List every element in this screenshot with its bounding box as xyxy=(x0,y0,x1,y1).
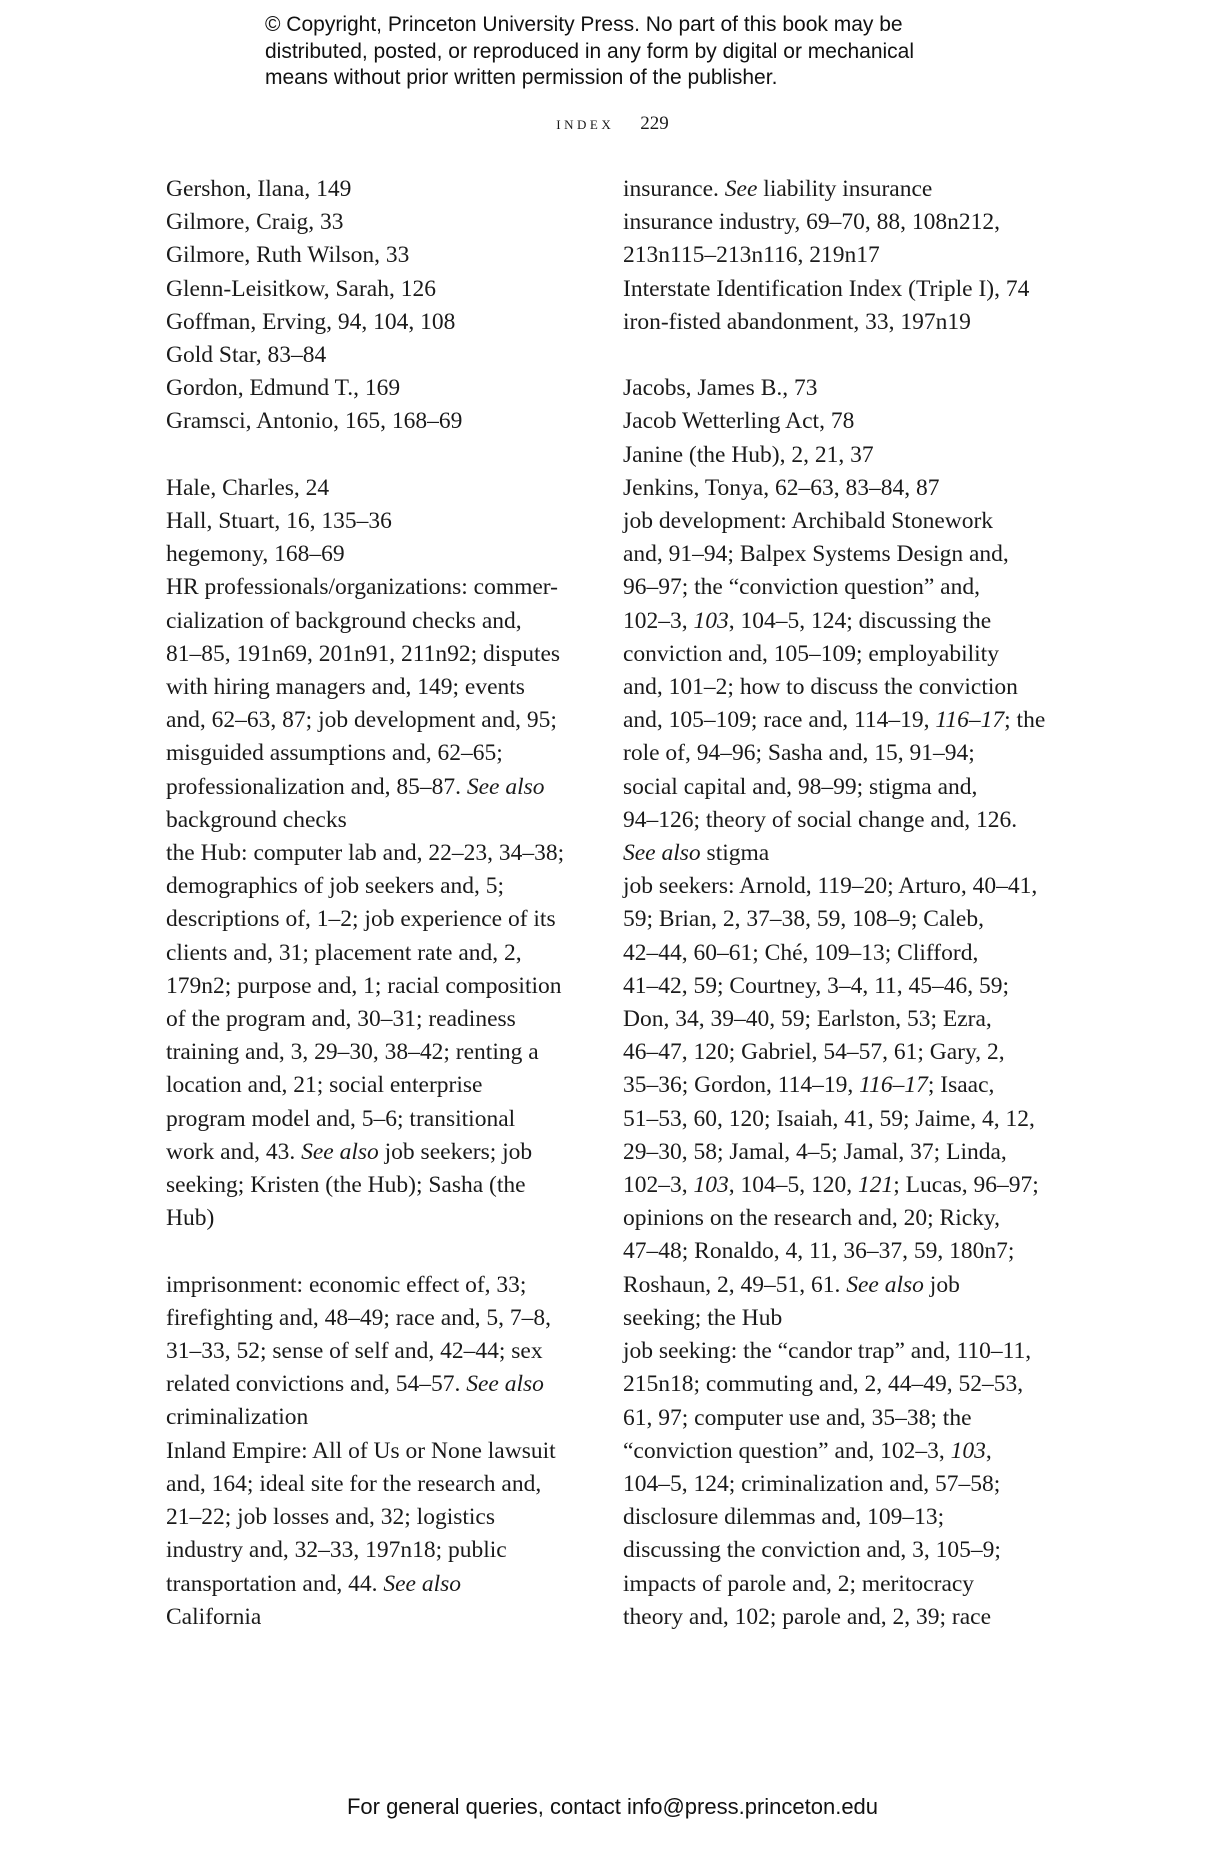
index-entry-line xyxy=(166,704,586,737)
page-number: 229 xyxy=(640,113,669,134)
index-entry-line xyxy=(623,1235,1043,1268)
index-entry-line xyxy=(166,1534,586,1567)
index-entry-line xyxy=(166,1269,586,1302)
index-entry-line xyxy=(166,1401,586,1434)
index-text: job seekers; job xyxy=(378,1138,533,1165)
index-entry xyxy=(166,273,586,306)
index-entry-line xyxy=(623,1501,1043,1534)
index-cross-reference: 103 xyxy=(693,607,729,634)
index-entry-line xyxy=(623,1136,1043,1169)
index-entry-line xyxy=(166,1202,586,1235)
index-text: Janine (the Hub), 2, 21, 37 xyxy=(623,441,874,468)
index-entry-line xyxy=(166,1103,586,1136)
index-entry xyxy=(623,173,1043,206)
index-entry-line xyxy=(623,472,1043,505)
index-entry-line xyxy=(623,1534,1043,1567)
index-cross-reference: 116–17 xyxy=(859,1072,928,1099)
index-cross-reference: 121 xyxy=(858,1172,894,1199)
index-entry-line xyxy=(623,306,1043,339)
index-entry xyxy=(166,505,586,538)
index-entry-line xyxy=(623,538,1043,571)
index-text: Gordon, Edmund T., 169 xyxy=(166,375,401,402)
index-entry xyxy=(166,1269,586,1435)
index-entry-line xyxy=(166,1069,586,1102)
index-entry-line xyxy=(623,571,1043,604)
index-text: 29–30, 58; Jamal, 4–5; Jamal, 37; Linda, xyxy=(623,1138,1007,1165)
index-text: and, 164; ideal site for the research and, xyxy=(166,1470,542,1497)
index-entry-line xyxy=(166,1302,586,1335)
index-text: with hiring managers and, 149; events xyxy=(166,674,525,701)
index-entry-line xyxy=(623,1302,1043,1335)
index-text: insurance. xyxy=(623,176,725,202)
index-entry-line xyxy=(623,1568,1043,1601)
index-cross-reference: See also xyxy=(466,1371,544,1398)
index-text: , xyxy=(985,1437,992,1464)
index-text: Hall, Stuart, 16, 135–36 xyxy=(166,508,392,535)
index-entry-line xyxy=(166,571,586,604)
index-entry-line xyxy=(166,737,586,770)
index-text: insurance industry, 69–70, 88, 108n212, xyxy=(623,209,1001,236)
index-text: firefighting and, 48–49; race and, 5, 7–8, xyxy=(166,1304,552,1331)
index-text: and, 105–109; race and, 114–19, xyxy=(623,707,936,734)
index-entry xyxy=(623,405,1043,438)
index-entry-line xyxy=(166,273,586,306)
index-entry xyxy=(623,439,1043,472)
index-text: training and, 3, 29–30, 38–42; renting a xyxy=(166,1039,539,1066)
index-entry-line xyxy=(623,804,1043,837)
index-entry-line xyxy=(623,771,1043,804)
index-entry xyxy=(623,306,1043,339)
index-entry-line xyxy=(166,1169,586,1202)
copyright-line-2: distributed, posted, or reproduced in any form by digital or mechanical xyxy=(265,39,915,63)
index-entry-line xyxy=(166,339,586,372)
index-entry-line xyxy=(166,1136,586,1169)
index-entry-line xyxy=(166,1468,586,1501)
index-entry xyxy=(166,372,586,405)
index-entry-line xyxy=(623,737,1043,770)
index-text: Don, 34, 39–40, 59; Earlston, 53; Ezra, xyxy=(623,1006,992,1033)
index-text: job seekers: Arnold, 119–20; Arturo, 40–41, xyxy=(623,873,1038,900)
index-text: seeking; Kristen (the Hub); Sasha (the xyxy=(166,1172,526,1199)
index-text: theory and, 102; parole and, 2, 39; race xyxy=(623,1603,992,1630)
index-entry-line xyxy=(166,1501,586,1534)
index-entry xyxy=(166,571,586,837)
index-entry xyxy=(166,339,586,372)
index-entry-line xyxy=(166,372,586,405)
index-entry-line xyxy=(623,937,1043,970)
index-text: 96–97; the “conviction question” and, xyxy=(623,574,980,601)
index-entry-line xyxy=(623,671,1043,704)
index-entry-line xyxy=(623,372,1043,405)
copyright-notice xyxy=(265,12,1025,92)
index-entry-line xyxy=(166,1568,586,1601)
index-entry-line xyxy=(166,937,586,970)
index-text: , 104–5, 124; discussing the xyxy=(728,607,992,634)
index-text: transportation and, 44. xyxy=(166,1570,384,1597)
index-entry-line xyxy=(623,903,1043,936)
index-text: program model and, 5–6; transitional xyxy=(166,1105,516,1132)
index-entry-line xyxy=(623,239,1043,272)
index-entry-line xyxy=(166,837,586,870)
index-entry xyxy=(166,239,586,272)
index-column-right xyxy=(623,173,1046,1634)
index-text: Jacobs, James B., 73 xyxy=(623,375,818,402)
index-entry xyxy=(166,206,586,239)
index-entry xyxy=(623,206,1043,272)
index-entry xyxy=(623,472,1043,505)
index-entry-line xyxy=(623,1202,1043,1235)
index-text: 215n18; commuting and, 2, 44–49, 52–53, xyxy=(623,1371,1024,1398)
index-entry-line xyxy=(623,870,1043,903)
running-head xyxy=(0,113,1225,135)
index-entry xyxy=(166,306,586,339)
index-entry xyxy=(623,372,1043,405)
index-entry-line xyxy=(623,1601,1043,1634)
index-entry-line xyxy=(166,239,586,272)
index-text: stigma xyxy=(700,840,770,867)
index-text: 81–85, 191n69, 201n91, 211n92; disputes xyxy=(166,640,561,667)
copyright-line-3: means without prior written permission of the publisher. xyxy=(265,66,778,89)
index-entry-line xyxy=(166,804,586,837)
copyright-line-1: © Copyright, Princeton University Press. No part of this book may be xyxy=(265,13,903,36)
index-text: Roshaun, 2, 49–51, 61. xyxy=(623,1271,847,1298)
index-entry-line xyxy=(166,306,586,339)
index-text: Hale, Charles, 24 xyxy=(166,474,330,501)
index-text: ; Lucas, 96–97; xyxy=(893,1172,1039,1199)
index-text: 94–126; theory of social change and, 126. xyxy=(623,806,1018,833)
index-text: 102–3, xyxy=(623,607,694,634)
index-entry-line xyxy=(623,1468,1043,1501)
index-text: liability insurance xyxy=(757,176,933,202)
index-text: Interstate Identification Index (Triple I), 74 xyxy=(623,275,1030,302)
index-text: location and, 21; social enterprise xyxy=(166,1072,483,1099)
index-text: Goffman, Erving, 94, 104, 108 xyxy=(166,308,456,335)
index-text: demographics of job seekers and, 5; xyxy=(166,873,505,900)
index-text: and, 101–2; how to discuss the conviction xyxy=(623,674,1018,701)
index-text: hegemony, 168–69 xyxy=(166,541,345,568)
index-text: 213n115–213n116, 219n17 xyxy=(623,242,880,269)
index-text: conviction and, 105–109; employability xyxy=(623,640,999,667)
index-entry-line xyxy=(623,1368,1043,1401)
index-text: California xyxy=(166,1603,262,1630)
index-entry-line xyxy=(623,1069,1043,1102)
index-entry-line xyxy=(166,870,586,903)
letter-group-gap xyxy=(623,339,1043,372)
index-text: Jenkins, Tonya, 62–63, 83–84, 87 xyxy=(623,474,940,501)
index-entry-line xyxy=(166,1003,586,1036)
index-entry-line xyxy=(623,704,1046,737)
index-text: background checks xyxy=(166,806,347,833)
index-entry-line xyxy=(166,206,586,239)
index-text: 179n2; purpose and, 1; racial composition xyxy=(166,972,562,999)
index-cross-reference: 103 xyxy=(950,1437,986,1464)
index-entry-line xyxy=(166,173,586,206)
index-entry-line xyxy=(166,671,586,704)
index-entry-line xyxy=(623,1036,1043,1069)
index-text: 47–48; Ronaldo, 4, 11, 36–37, 59, 180n7; xyxy=(623,1238,1015,1265)
index-entry-line xyxy=(623,1103,1043,1136)
index-cross-reference: See also xyxy=(466,773,545,800)
index-text: imprisonment: economic effect of, 33; xyxy=(166,1271,527,1298)
index-entry xyxy=(166,538,586,571)
index-entry-line xyxy=(623,206,1043,239)
index-entry-line xyxy=(166,1368,586,1401)
footer-contact: For general queries, contact info@press.princeton.edu xyxy=(346,1794,879,1819)
index-entry-line xyxy=(623,405,1043,438)
index-text: Hub) xyxy=(166,1205,215,1232)
index-text: industry and, 32–33, 197n18; public xyxy=(166,1537,507,1564)
index-text: criminalization xyxy=(166,1404,309,1431)
index-entry-line xyxy=(623,1402,1043,1435)
index-entry-line xyxy=(623,173,1043,206)
index-entry-line xyxy=(166,638,586,671)
index-entry-line xyxy=(623,1003,1043,1036)
index-text: 59; Brian, 2, 37–38, 59, 108–9; Caleb, xyxy=(623,906,984,933)
index-text: discussing the conviction and, 3, 105–9; xyxy=(623,1537,1001,1564)
index-entry xyxy=(623,505,1046,870)
index-entry-line xyxy=(166,605,586,638)
running-head-label: index xyxy=(556,113,615,134)
index-text: cialization of background checks and, xyxy=(166,607,522,634)
index-text: misguided assumptions and, 62–65; xyxy=(166,740,503,767)
index-text: seeking; the Hub xyxy=(623,1304,783,1331)
index-text: of the program and, 30–31; readiness xyxy=(166,1006,516,1033)
index-text: professionalization and, 85–87. xyxy=(166,773,467,800)
index-text: disclosure dilemmas and, 109–13; xyxy=(623,1504,945,1531)
index-cross-reference: See also xyxy=(846,1271,924,1298)
index-entry-line xyxy=(166,1335,586,1368)
index-entry-line xyxy=(623,273,1043,306)
index-entry xyxy=(623,273,1043,306)
index-entry-line xyxy=(623,505,1043,538)
index-text: impacts of parole and, 2; meritocracy xyxy=(623,1570,975,1597)
index-text: social capital and, 98–99; stigma and, xyxy=(623,773,978,800)
index-text: 21–22; job losses and, 32; logistics xyxy=(166,1504,495,1531)
index-text: 42–44, 60–61; Ché, 109–13; Clifford, xyxy=(623,939,979,966)
index-entry xyxy=(166,405,586,438)
index-text: related convictions and, 54–57. xyxy=(166,1371,467,1398)
index-text: Gershon, Ilana, 149 xyxy=(166,176,352,202)
index-entry xyxy=(623,1335,1043,1634)
index-cross-reference: See also xyxy=(301,1138,379,1165)
index-entry-line xyxy=(623,1435,1043,1468)
index-cross-reference: 103 xyxy=(693,1172,729,1199)
index-text: and, 62–63, 87; job development and, 95; xyxy=(166,707,557,734)
index-entry-line xyxy=(623,837,1043,870)
letter-group-gap xyxy=(166,1235,586,1268)
index-text: Gold Star, 83–84 xyxy=(166,342,327,369)
index-text: role of, 94–96; Sasha and, 15, 91–94; xyxy=(623,740,975,767)
index-cross-reference: 116–17 xyxy=(935,707,1005,734)
index-text: 46–47, 120; Gabriel, 54–57, 61; Gary, 2, xyxy=(623,1039,1005,1066)
index-text: 41–42, 59; Courtney, 3–4, 11, 45–46, 59; xyxy=(623,972,1009,999)
index-text: work and, 43. xyxy=(166,1138,302,1165)
index-text: 51–53, 60, 120; Isaiah, 41, 59; Jaime, 4, 12, xyxy=(623,1105,1035,1132)
index-text: 31–33, 52; sense of self and, 42–44; sex xyxy=(166,1338,543,1365)
index-entry-line xyxy=(623,439,1043,472)
index-cross-reference: See xyxy=(724,176,758,202)
index-cross-reference: See also xyxy=(383,1570,462,1597)
index-entry-line xyxy=(166,771,586,804)
index-text: the Hub: computer lab and, 22–23, 34–38; xyxy=(166,840,565,867)
index-entry-line xyxy=(166,538,586,571)
index-entry-line xyxy=(623,605,1043,638)
index-entry xyxy=(623,870,1043,1335)
index-entry-line xyxy=(166,1036,586,1069)
index-text: 102–3, xyxy=(623,1172,694,1199)
index-column-left xyxy=(166,173,586,1634)
index-entry-line xyxy=(166,1601,586,1634)
index-text: 61, 97; computer use and, 35–38; the xyxy=(623,1404,972,1431)
index-entry-line xyxy=(166,1435,586,1468)
index-text: job development: Archibald Stonework xyxy=(623,508,994,535)
index-entry-line xyxy=(623,638,1043,671)
index-entry xyxy=(166,1435,586,1634)
index-cross-reference: See also xyxy=(623,840,701,867)
index-text: Glenn-Leisitkow, Sarah, 126 xyxy=(166,275,436,302)
letter-group-gap xyxy=(166,439,586,472)
index-text: job seeking: the “candor trap” and, 110–11, xyxy=(623,1338,1032,1365)
index-entry-line xyxy=(166,472,586,505)
index-text: 35–36; Gordon, 114–19, xyxy=(623,1072,860,1099)
index-text: Gilmore, Ruth Wilson, 33 xyxy=(166,242,410,269)
index-text: job xyxy=(923,1271,960,1298)
index-text: Jacob Wetterling Act, 78 xyxy=(623,408,855,435)
index-text: iron-fisted abandonment, 33, 197n19 xyxy=(623,308,971,335)
index-text: and, 91–94; Balpex Systems Design and, xyxy=(623,541,1009,568)
index-text: HR professionals/organizations: commer- xyxy=(166,574,558,601)
index-entry-line xyxy=(166,970,586,1003)
index-entry-line xyxy=(623,1335,1043,1368)
index-text: descriptions of, 1–2; job experience of its xyxy=(166,906,556,933)
index-text: 104–5, 124; criminalization and, 57–58; xyxy=(623,1470,1001,1497)
index-text: “conviction question” and, 102–3, xyxy=(623,1437,951,1464)
index-entry-line xyxy=(623,970,1043,1003)
index-text: clients and, 31; placement rate and, 2, xyxy=(166,939,522,966)
index-text: Gramsci, Antonio, 165, 168–69 xyxy=(166,408,463,435)
index-entry-line xyxy=(166,405,586,438)
index-text: , 104–5, 120, xyxy=(728,1172,858,1199)
index-entry-line xyxy=(623,1169,1043,1202)
index-entry-line xyxy=(166,903,586,936)
index-entry-line xyxy=(166,505,586,538)
index-text: Gilmore, Craig, 33 xyxy=(166,209,344,236)
index-entry xyxy=(166,837,586,1235)
index-entry xyxy=(166,472,586,505)
index-entry-line xyxy=(623,1269,1043,1302)
index-entry xyxy=(166,173,586,206)
index-text: Inland Empire: All of Us or None lawsuit xyxy=(166,1437,556,1464)
index-text: ; Isaac, xyxy=(927,1072,995,1099)
index-text: ; the xyxy=(1004,707,1046,734)
index-text: opinions on the research and, 20; Ricky, xyxy=(623,1205,1000,1232)
